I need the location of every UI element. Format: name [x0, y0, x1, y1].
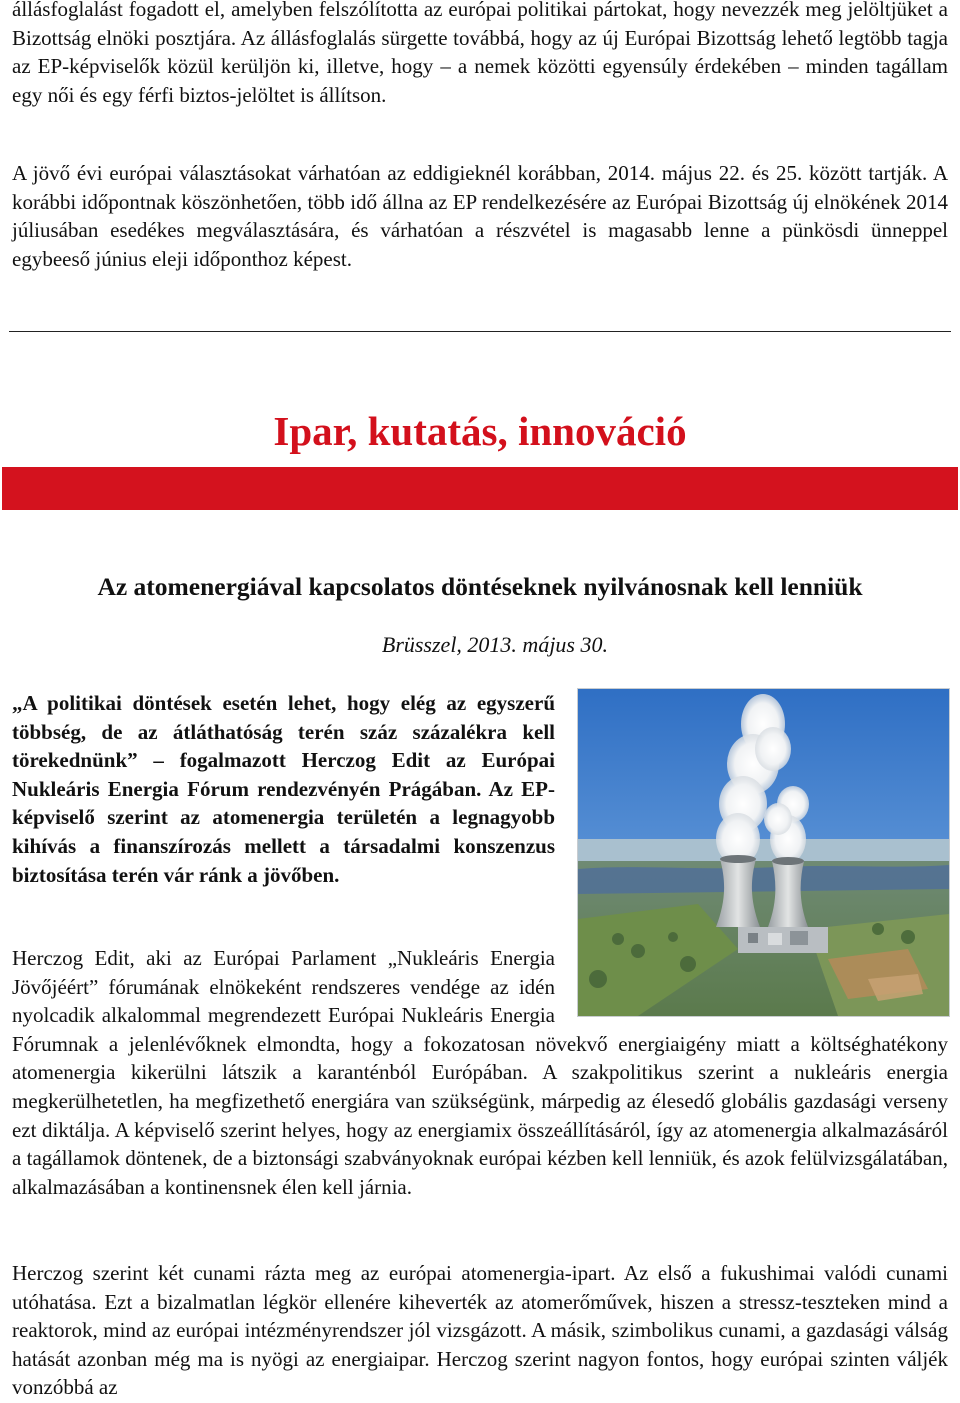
article-headline: Az atomenergiával kapcsolatos döntéseknek nyilvánosnak kell lenniük [97, 572, 863, 601]
section-red-band [2, 467, 958, 510]
section-divider [9, 331, 951, 332]
photo-wrap-spacer [555, 944, 948, 1017]
section-title: Ipar, kutatás, innováció [273, 408, 687, 454]
article-dateline: Brüsszel, 2013. május 30. [381, 632, 608, 657]
article-body-text-1: Herczog Edit, aki az Európai Parlament „Nukleáris Energia Jövőjéért” fórumának elnökeként rendszeres vendége az idén nyolcadik alkalommal megrendezett Európai Nukleáris Energia Fórumnak a jelenlévőknek elmondta, hogy a fokozatosan növekvő energiaigény miatt a költséghatékony atomenergia kikerülni látszik a karanténból Európában. A szakpolitikus szerint a nukleáris energia megkerülhetetlen, ha megfizethető energiára van szükségünk, márpedig az élesedő globális gazdasági verseny ezt diktálja. A képviselő szerint helyes, hogy az energiamix összeállításáról, így az atomenergia alkalmazásáról a tagállamok döntenek, de a biztonsági szabványoknak európai kézben kell lenniük, és azok felülvizsgálatában, alkalmazásában a kontinensnek élen kell járnia. [12, 946, 948, 1199]
intro-paragraph-1: állásfoglalást fogadott el, amelyben felszólította az európai politikai pártokat, hogy nevezzék meg jelöltjüket a Bizottság elnöki posztjára. Az állásfoglalás sürgette továbbá, hogy az új Európai Bizottság lehető legtöbb tagja az EP-képviselők közül kerüljön ki, illetve, hogy – a nemek közötti egyensúly érdekében – minden tagállam egy női és egy férfi biztos-jelöltet is állítson. [12, 0, 948, 107]
article-body-paragraph-2: Herczog szerint két cunami rázta meg az európai atomenergia-ipart. Az első a fukushimai valódi cunami utóhatása. Ezt a bizalmatlan légkör ellenére kiheverték az atomerőművek, hiszen a stressz-teszteken mind a reaktorok, mind az európai intézményrendszer jól vizsgázott. A másik, szimbolikus cunami, a gazdasági válság hatását azonban még ma is nyögi az energiaipar. Herczog szerint nagyon fontos, hogy európai szinten váljék vonzóbbá az [12, 1261, 948, 1400]
article-body-paragraph-1 [12, 944, 948, 1201]
intro-paragraph-2: A jövő évi európai választásokat várhatóan az eddigieknél korábban, 2014. május 22. és 25. között tartják. A korábbi időpontnak köszönhetően, több idő állna az EP rendelkezésére az Európai Bizottság új elnökének 2014 júliusában esedékes megválasztására, és várhatóan a részvétel is magasabb lenne a pünkösdi ünneppel egybeeső június eleji időponthoz képest. [12, 161, 948, 271]
article-lead: „A politikai döntések esetén lehet, hogy elég az egyszerű többség, de az átláthatóság terén száz százalékra kell törekednünk” – fogalmazott Herczog Edit az Európai Nukleáris Energia Fórum rendezvényén Prágában. Az EP- képviselő szerint az atomenergia területén a legnagyobb kihívás a finanszírozás mellett a társadalmi konszenzus biztosítása terén vár ránk a jövőben. [12, 691, 555, 887]
